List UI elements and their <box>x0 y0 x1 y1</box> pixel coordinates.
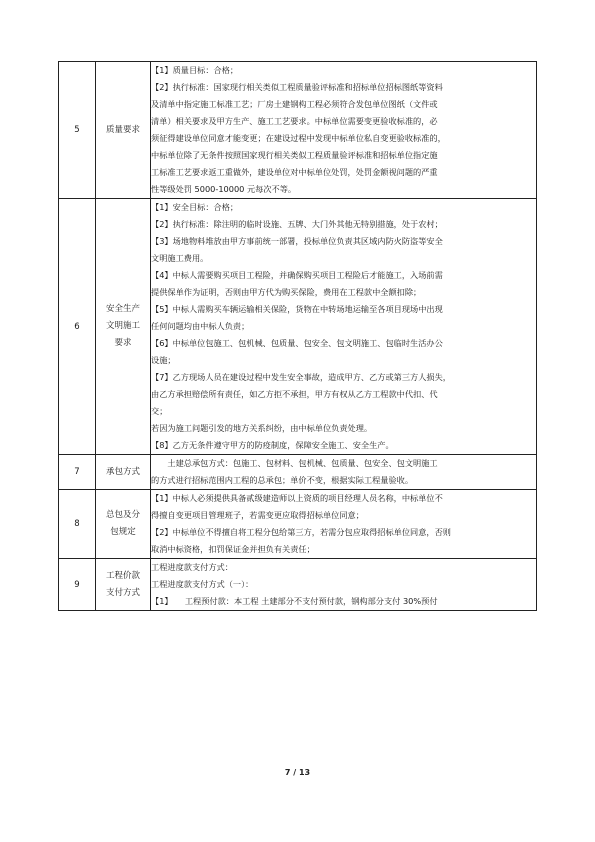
row-content <box>151 62 537 199</box>
table-row-payment <box>59 559 537 611</box>
row-category <box>96 455 151 490</box>
row-category <box>96 199 151 455</box>
content-line: 交； <box>151 406 168 416</box>
content-line: 土建总承包方式：包施工、包材料、包机械、包质量、包安全、包文明施工 <box>151 458 438 468</box>
category-label-line: 承包方式 <box>105 466 140 477</box>
table-row-safety <box>59 199 537 455</box>
table-row-subcontract <box>59 490 537 559</box>
row-content <box>151 559 537 611</box>
content-line: 【2】执行标准：国家现行相关类似工程质量验评标准和招标单位招标图纸等资料 <box>151 82 443 92</box>
content-line: 的方式进行招标范围内工程的总承包；单价不变，根据实际工程量验收。 <box>151 475 414 485</box>
category-label-line: 文明施工 <box>105 321 140 331</box>
content-line: 设施； <box>151 355 176 365</box>
row-number: 8 <box>59 490 96 559</box>
content-line: 由乙方承担赔偿所有责任，如乙方拒不承担，甲方有权从乙方工程款中代扣、代 <box>151 389 438 399</box>
content-line: 文明施工费用。 <box>151 253 209 263</box>
category-label-line: 包规定 <box>110 527 136 537</box>
content-line: 若因为施工问题引发的地方关系纠纷，由中标单位负责处理。 <box>151 423 373 433</box>
row-category <box>96 62 151 199</box>
content-line: 及清单中指定施工标准工艺；厂房土建钢构工程必须符合发包单位图纸（文件或 <box>151 99 438 109</box>
content-line: 中标单位除了无条件按照国家现行相关类似工程质量验评标准和招标单位指定施 <box>151 150 438 160</box>
content-line: 【1】 工程预付款：本工程 土建部分不支付预付款，钢构部分支付 30%预付 <box>151 596 438 606</box>
content-line: 工程进度款支付方式： <box>151 562 233 572</box>
content-line: 须征得建设单位同意才能变更；在建设过程中发现中标单位私自变更验收标准的， <box>151 133 446 143</box>
content-line: 清单）相关要求及甲方生产、施工工艺要求。中标单位需要变更验收标准的，必 <box>151 116 438 126</box>
row-content <box>151 199 537 455</box>
row-number: 9 <box>59 559 96 611</box>
content-line: 提供保单作为证明，否则由甲方代为购买保险，费用在工程款中全额扣除； <box>151 287 422 297</box>
content-line: 得擅自变更项目管理班子，若需变更应取得招标单位同意； <box>151 510 364 520</box>
content-line: 工程进度款支付方式（一）： <box>151 579 254 589</box>
row-content <box>151 455 537 490</box>
category-label-line: 工程价款 <box>105 570 140 581</box>
content-line: 【1】质量目标：合格； <box>151 65 239 75</box>
row-number: 6 <box>59 199 96 455</box>
content-line: 【2】执行标准：除注明的临时设施、五牌、大门外其他无特别措施，处于农村； <box>151 219 443 229</box>
requirements-table <box>58 61 537 611</box>
category-label-line: 质量要求 <box>105 124 140 135</box>
row-number: 7 <box>59 455 96 490</box>
content-line: 工标准工艺要求返工重做外，建设单位对中标单位处罚，处罚金额视问题的严重 <box>151 167 438 177</box>
category-label-line: 安全生产 <box>105 304 140 314</box>
content-line: 【7】乙方现场人员在建设过程中发生安全事故，造成甲方、乙方或第三方人损失， <box>151 372 451 382</box>
content-line: 【2】中标单位不得擅自将工程分包给第三方，若需分包应取得招标单位同意，否则 <box>151 527 451 537</box>
page-number: 7 / 13 <box>284 768 311 777</box>
content-line: 【8】乙方无条件遵守甲方的防疫制度，保障安全施工、安全生产。 <box>151 440 394 450</box>
row-content <box>151 490 537 559</box>
content-line: 【6】中标单位包施工、包机械、包质量、包安全、包文明施工、包临时生活办公 <box>151 338 443 348</box>
content-line: 【5】中标人需购买车辆运输相关保险，货物在中转场地运输至各项目现场中出现 <box>151 304 443 314</box>
content-line: 【3】场地物料堆放由甲方事前统一部署，投标单位负责其区域内防火防盗等安全 <box>151 236 443 246</box>
content-line: 任何问题均由中标人负责； <box>151 321 250 331</box>
table-row-contract-mode <box>59 455 537 490</box>
row-number: 5 <box>59 62 96 199</box>
content-line: 性等级处罚 5000-10000 元每次不等。 <box>151 184 297 194</box>
category-label-line: 总包及分 <box>105 510 140 520</box>
category-label-line: 支付方式 <box>105 587 140 598</box>
content-line: 【1】安全目标：合格； <box>151 202 239 212</box>
row-category <box>96 490 151 559</box>
content-line: 【1】中标人必须提供具备贰级建造师以上资质的项目经理人员名称，中标单位不 <box>151 493 443 503</box>
content-line: 【4】中标人需要购买项目工程险，并确保购买项目工程险后才能施工，入场前需 <box>151 270 443 280</box>
content-line: 取消中标资格，扣罚保证金并担负有关责任； <box>151 544 315 554</box>
category-label-line: 要求 <box>114 338 132 348</box>
table-row-quality <box>59 62 537 199</box>
row-category <box>96 559 151 611</box>
